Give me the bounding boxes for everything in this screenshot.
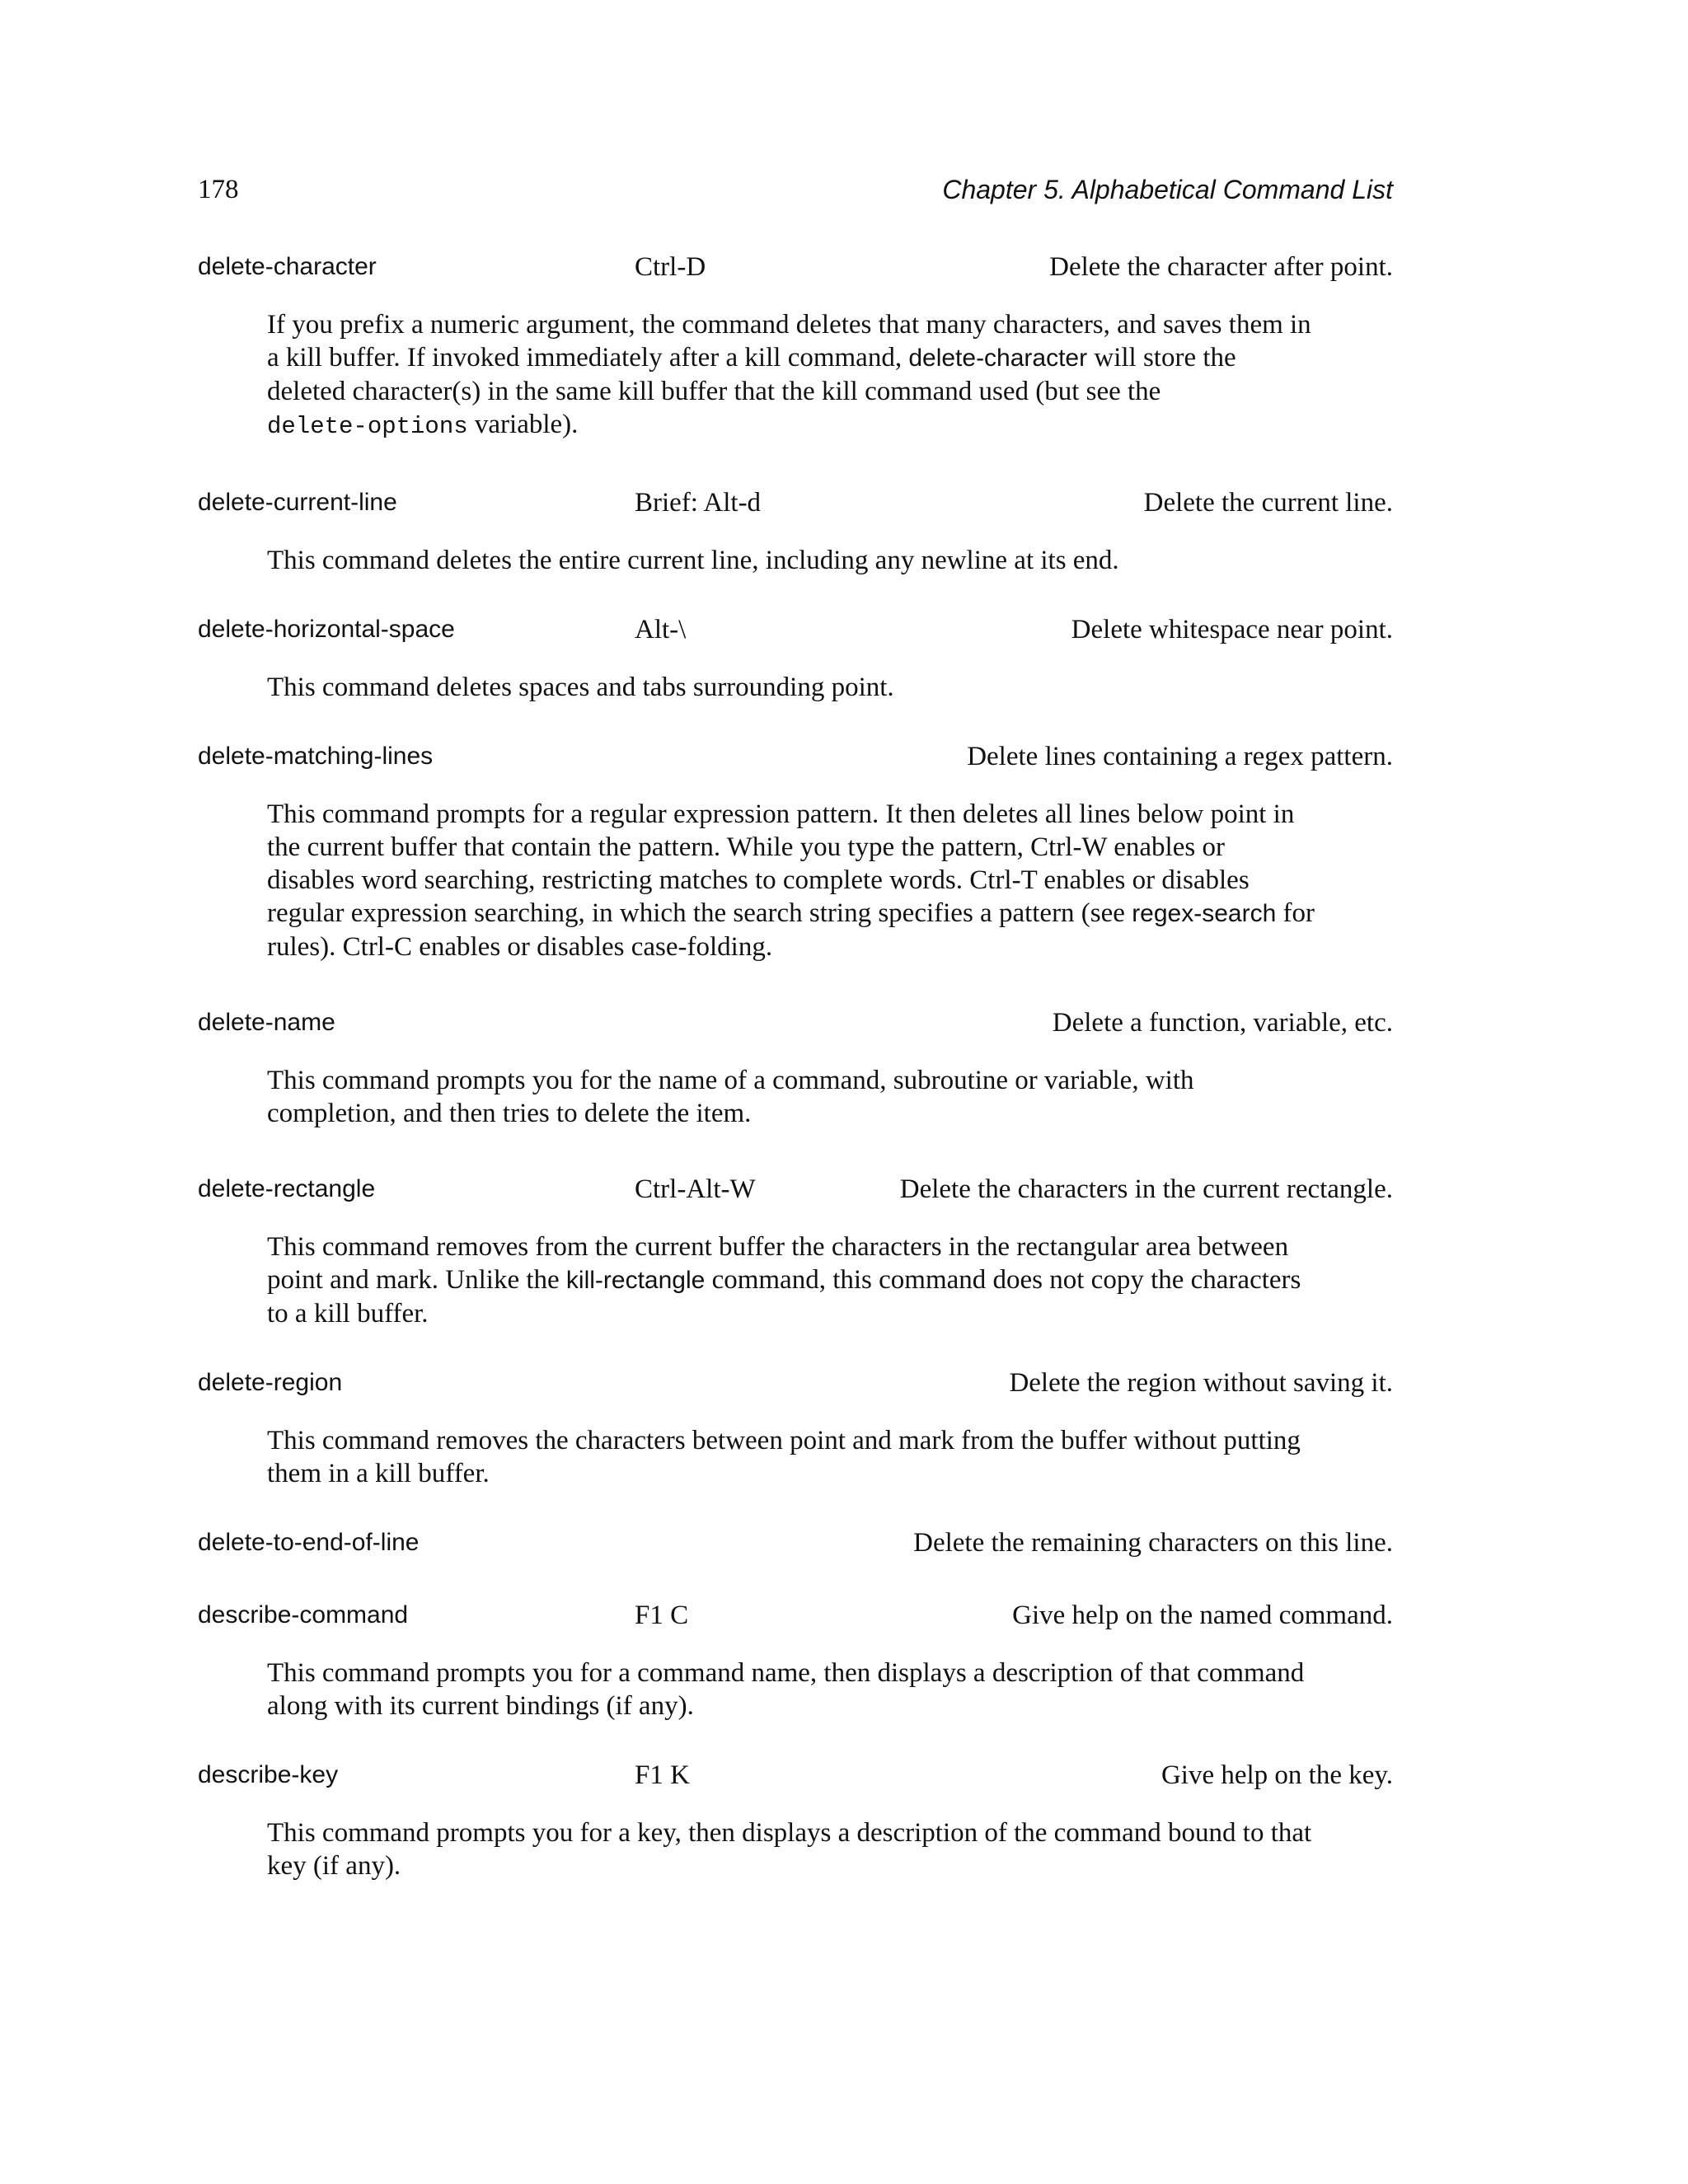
description-text: to a kill buffer. <box>267 1299 429 1329</box>
description-text: This command prompts you for a key, then displays a description of the command bound to that <box>267 1818 1312 1848</box>
description-line <box>267 544 1339 577</box>
command-entry-header <box>198 242 1393 292</box>
command-entry <box>198 1358 1393 1490</box>
command-name: delete-character <box>198 253 377 280</box>
description-text: disables word searching, restricting matches to complete words. Ctrl-T enables or disables <box>267 865 1250 895</box>
description-line <box>267 798 1339 831</box>
description-text: This command removes the characters between point and mark from the buffer without putting <box>267 1426 1301 1455</box>
description-line <box>267 1097 1339 1130</box>
command-name: delete-current-line <box>198 489 397 516</box>
description-line <box>267 375 1339 408</box>
command-entry <box>198 1591 1393 1722</box>
description-text: If you prefix a numeric argument, the command deletes that many characters, and saves them in <box>267 310 1311 340</box>
command-entry-header <box>198 1165 1393 1214</box>
command-description <box>267 1657 1339 1722</box>
command-entry-header <box>198 1750 1393 1800</box>
description-text: command, this command does not copy the characters <box>705 1265 1301 1295</box>
command-summary: Delete the character after point. <box>1049 252 1393 282</box>
command-summary: Delete the remaining characters on this line. <box>913 1528 1393 1558</box>
description-text: deleted character(s) in the same kill buffer that the kill command used (but see the <box>267 377 1161 406</box>
variable-reference: delete-options <box>267 413 468 440</box>
command-entry <box>198 1518 1393 1568</box>
description-text: This command prompts you for the name of a command, subroutine or variable, with <box>267 1066 1194 1095</box>
command-entry-header <box>198 1358 1393 1408</box>
command-name: describe-key <box>198 1761 339 1788</box>
command-summary: Give help on the named command. <box>1012 1601 1393 1630</box>
command-reference: kill-rectangle <box>565 1267 706 1294</box>
command-name: delete-name <box>198 1009 335 1036</box>
running-header <box>198 165 1393 214</box>
command-description <box>267 308 1339 443</box>
description-text: for <box>1276 898 1315 928</box>
description-line <box>267 341 1339 375</box>
description-line <box>267 930 1339 963</box>
command-description <box>267 1064 1339 1130</box>
command-entry <box>198 1165 1393 1330</box>
description-text: the current buffer that contain the pattern. While you type the pattern, Ctrl-W enables or <box>267 832 1225 862</box>
description-text: them in a kill buffer. <box>267 1459 490 1488</box>
command-reference: delete-character <box>908 344 1088 372</box>
description-line <box>267 831 1339 864</box>
description-text: variable). <box>467 410 579 439</box>
command-entry-header <box>198 1518 1393 1568</box>
command-entry <box>198 998 1393 1130</box>
command-name: delete-matching-lines <box>198 743 434 770</box>
description-line <box>267 671 1339 704</box>
command-entry-header <box>198 732 1393 781</box>
description-line <box>267 1297 1339 1330</box>
command-summary: Delete the current line. <box>1143 488 1393 518</box>
description-line <box>267 1849 1339 1882</box>
description-line <box>267 1263 1339 1297</box>
command-key-binding: F1 K <box>635 1760 690 1790</box>
description-text: This command prompts you for a command name, then displays a description of that command <box>267 1658 1305 1688</box>
command-entry-header <box>198 605 1393 654</box>
description-line <box>267 1816 1339 1849</box>
description-text: regular expression searching, in which the search string specifies a pattern (see <box>267 898 1132 928</box>
command-summary: Delete the characters in the current rectangle. <box>899 1174 1393 1204</box>
command-key-binding: Alt-\ <box>635 615 687 644</box>
description-line <box>267 1064 1339 1097</box>
page-number: 178 <box>198 175 239 204</box>
command-summary: Delete a function, variable, etc. <box>1052 1008 1393 1038</box>
description-text: will store the <box>1087 343 1236 373</box>
command-reference: regex-search <box>1132 900 1277 927</box>
description-text: rules). Ctrl-C enables or disables case-folding. <box>267 932 773 962</box>
description-line <box>267 408 1339 443</box>
description-line <box>267 308 1339 341</box>
description-line <box>267 1690 1339 1722</box>
command-key-binding: F1 C <box>635 1601 689 1630</box>
command-name: delete-rectangle <box>198 1175 376 1202</box>
command-list <box>198 242 1393 1882</box>
description-line <box>267 864 1339 897</box>
manual-page <box>198 165 1393 1882</box>
description-line <box>267 1657 1339 1690</box>
command-summary: Give help on the key. <box>1160 1760 1393 1790</box>
description-line <box>267 897 1339 930</box>
description-text: This command removes from the current buffer the characters in the rectangular area between <box>267 1232 1289 1262</box>
command-summary: Delete lines containing a regex pattern. <box>967 742 1393 771</box>
command-entry <box>198 478 1393 577</box>
description-text: key (if any). <box>267 1851 401 1881</box>
description-line <box>267 1230 1339 1263</box>
command-key-binding: Ctrl-D <box>635 252 706 282</box>
description-line <box>267 1424 1339 1457</box>
command-description <box>267 798 1339 963</box>
command-name: delete-horizontal-space <box>198 616 455 643</box>
description-text: along with its current bindings (if any). <box>267 1691 694 1721</box>
command-name: delete-region <box>198 1369 343 1396</box>
description-text: This command deletes the entire current line, including any newline at its end. <box>267 546 1119 575</box>
command-entry <box>198 242 1393 443</box>
command-summary: Delete whitespace near point. <box>1071 615 1393 644</box>
command-description <box>267 1230 1339 1330</box>
command-key-binding: Brief: Alt-d <box>635 488 762 518</box>
command-entry-header <box>198 1591 1393 1640</box>
command-description <box>267 544 1339 577</box>
command-description <box>267 1424 1339 1490</box>
description-text: completion, and then tries to delete the item. <box>267 1099 752 1128</box>
command-name: delete-to-end-of-line <box>198 1529 420 1556</box>
chapter-title: Chapter 5. Alphabetical Command List <box>942 175 1393 204</box>
command-entry-header <box>198 998 1393 1047</box>
command-name: describe-command <box>198 1601 409 1629</box>
command-summary: Delete the region without saving it. <box>1009 1368 1393 1398</box>
command-entry <box>198 1750 1393 1882</box>
command-key-binding: Ctrl-Alt-W <box>635 1174 756 1204</box>
command-entry <box>198 605 1393 704</box>
command-description <box>267 1816 1339 1882</box>
description-line <box>267 1457 1339 1490</box>
command-entry <box>198 732 1393 963</box>
description-text: This command deletes spaces and tabs surrounding point. <box>267 673 894 702</box>
command-entry-header <box>198 478 1393 527</box>
description-text: This command prompts for a regular expression pattern. It then deletes all lines below point in <box>267 799 1295 829</box>
description-text: a kill buffer. If invoked immediately after a kill command, <box>267 343 909 373</box>
description-text: point and mark. Unlike the <box>267 1265 566 1295</box>
command-description <box>267 671 1339 704</box>
